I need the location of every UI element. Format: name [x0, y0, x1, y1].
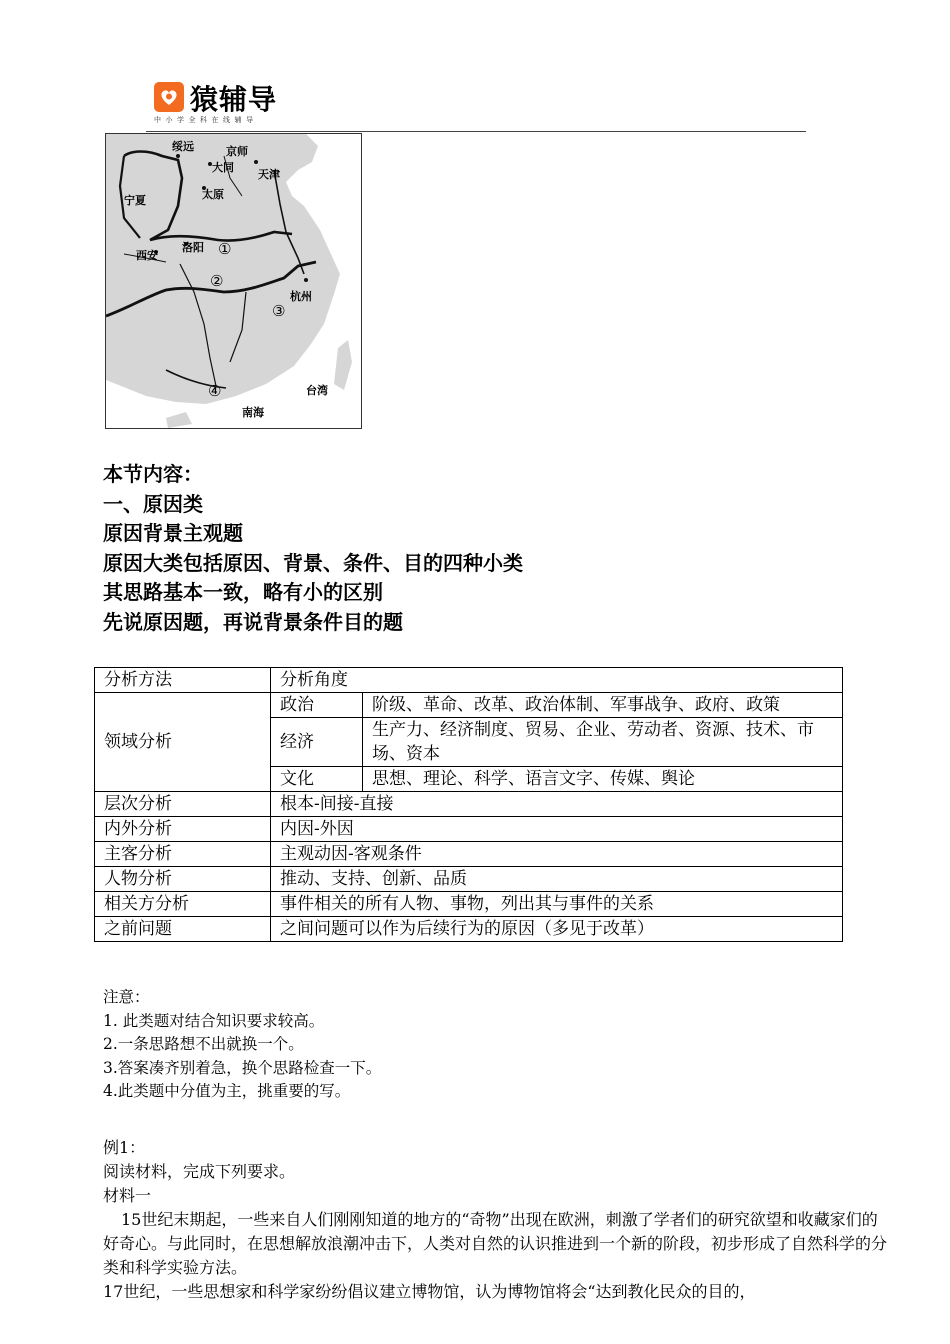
map-marker-4: ④	[208, 382, 222, 400]
material-paragraph-2: 17世纪，一些思想家和科学家纷纷倡议建立博物馆，认为博物馆将会“达到教化民众的目的，	[103, 1282, 756, 1301]
table-cell-content: 阶级、革命、改革、政治体制、军事战争、政府、政策	[363, 693, 843, 718]
notes-section	[103, 986, 381, 1104]
table-cell-method: 相关方分析	[95, 892, 271, 917]
analysis-table	[94, 667, 843, 942]
logo-name: 猿辅导	[190, 83, 278, 116]
material-title: 材料一	[103, 1186, 152, 1205]
example-title: 例1：	[103, 1138, 146, 1157]
heading-section-content: 本节内容：	[103, 462, 203, 486]
map-label-ningxia: 宁夏	[124, 194, 146, 207]
table-row	[95, 917, 843, 942]
table-row	[95, 867, 843, 892]
map-label-taiwan: 台湾	[306, 384, 328, 397]
map-marker-2: ②	[210, 272, 224, 290]
section-headings	[103, 460, 523, 637]
table-cell-content: 生产力、经济制度、贸易、企业、劳动者、资源、技术、市场、资本	[363, 718, 843, 767]
map-marker-3: ③	[272, 302, 286, 320]
table-row	[95, 892, 843, 917]
map-label-tianjin: 天津	[258, 168, 280, 181]
map-label-taiyuan: 太原	[202, 188, 224, 201]
table-cell-method: 之前问题	[95, 917, 271, 942]
table-cell-content: 内因-外因	[271, 817, 843, 842]
heading-subjective-question: 原因背景主观题	[103, 521, 243, 545]
heading-same-approach: 其思路基本一致，略有小的区别	[103, 580, 383, 604]
table-cell-content: 思想、理论、科学、语言文字、传媒、舆论	[363, 767, 843, 792]
list-item: 3.答案凑齐别着急，换个思路检查一下。	[103, 1058, 382, 1077]
list-item: 2.一条思路想不出就换一个。	[103, 1035, 304, 1053]
list-item: 1. 此类题对结合知识要求较高。	[103, 1011, 325, 1030]
table-row	[95, 817, 843, 842]
table-cell-field: 经济	[271, 718, 363, 767]
table-cell-method: 层次分析	[95, 792, 271, 817]
logo-icon	[154, 82, 184, 112]
table-header-method: 分析方法	[95, 668, 271, 693]
table-row	[95, 693, 843, 718]
map-label-datong: 大同	[212, 161, 234, 174]
notes-title: 注意：	[103, 988, 150, 1006]
map-label-nanhai: 南海	[242, 406, 264, 419]
table-cell-method: 内外分析	[95, 817, 271, 842]
example-instruction: 阅读材料，完成下列要求。	[103, 1162, 296, 1181]
heading-cause-category: 一、原因类	[103, 491, 203, 516]
map-label-xian: 西安	[136, 249, 158, 262]
table-cell-content: 之间问题可以作为后续行为的原因（多见于改革）	[271, 917, 843, 942]
map-label-jingshi: 京师	[226, 145, 248, 158]
table-cell-content: 根本-间接-直接	[271, 792, 843, 817]
table-cell-content: 事件相关的所有人物、事物，列出其与事件的关系	[271, 892, 843, 917]
table-row	[95, 792, 843, 817]
map-label-luoyang: 洛阳	[182, 241, 204, 254]
heading-order: 先说原因题，再说背景条件目的题	[103, 609, 403, 634]
table-cell-field: 政治	[271, 693, 363, 718]
heading-four-subtypes: 原因大类包括原因、背景、条件、目的四种小类	[103, 550, 523, 575]
table-cell-method: 主客分析	[95, 842, 271, 867]
table-row	[95, 668, 843, 693]
material-paragraph-1: 15世纪末期起，一些来自人们刚刚知道的地方的“奇物”出现在欧洲，刺激了学者们的研究欲望和收藏家们的好奇心。与此同时，在思想解放浪潮冲击下，人类对自然的认识推进到一个新的阶段，初步形成了自然科学的分类和科学实验方法。	[103, 1210, 888, 1277]
map-figure	[105, 133, 362, 429]
map-label-hangzhou: 杭州	[290, 290, 312, 303]
map-marker-1: ①	[218, 240, 232, 258]
page-header	[146, 78, 806, 134]
header-divider	[146, 131, 806, 132]
table-cell-content: 主观动因-客观条件	[271, 842, 843, 867]
map-label-suiyuan: 绥远	[172, 140, 194, 153]
table-header-angle: 分析角度	[271, 668, 843, 693]
example-section	[103, 1136, 893, 1304]
list-item: 4.此类题中分值为主，挑重要的写。	[103, 1082, 351, 1100]
table-cell-content: 推动、支持、创新、品质	[271, 867, 843, 892]
table-cell-method: 领域分析	[95, 693, 271, 792]
table-row	[95, 842, 843, 867]
logo-tagline: 中小学全科在线辅导	[154, 116, 258, 124]
table-cell-field: 文化	[271, 767, 363, 792]
table-cell-method: 人物分析	[95, 867, 271, 892]
